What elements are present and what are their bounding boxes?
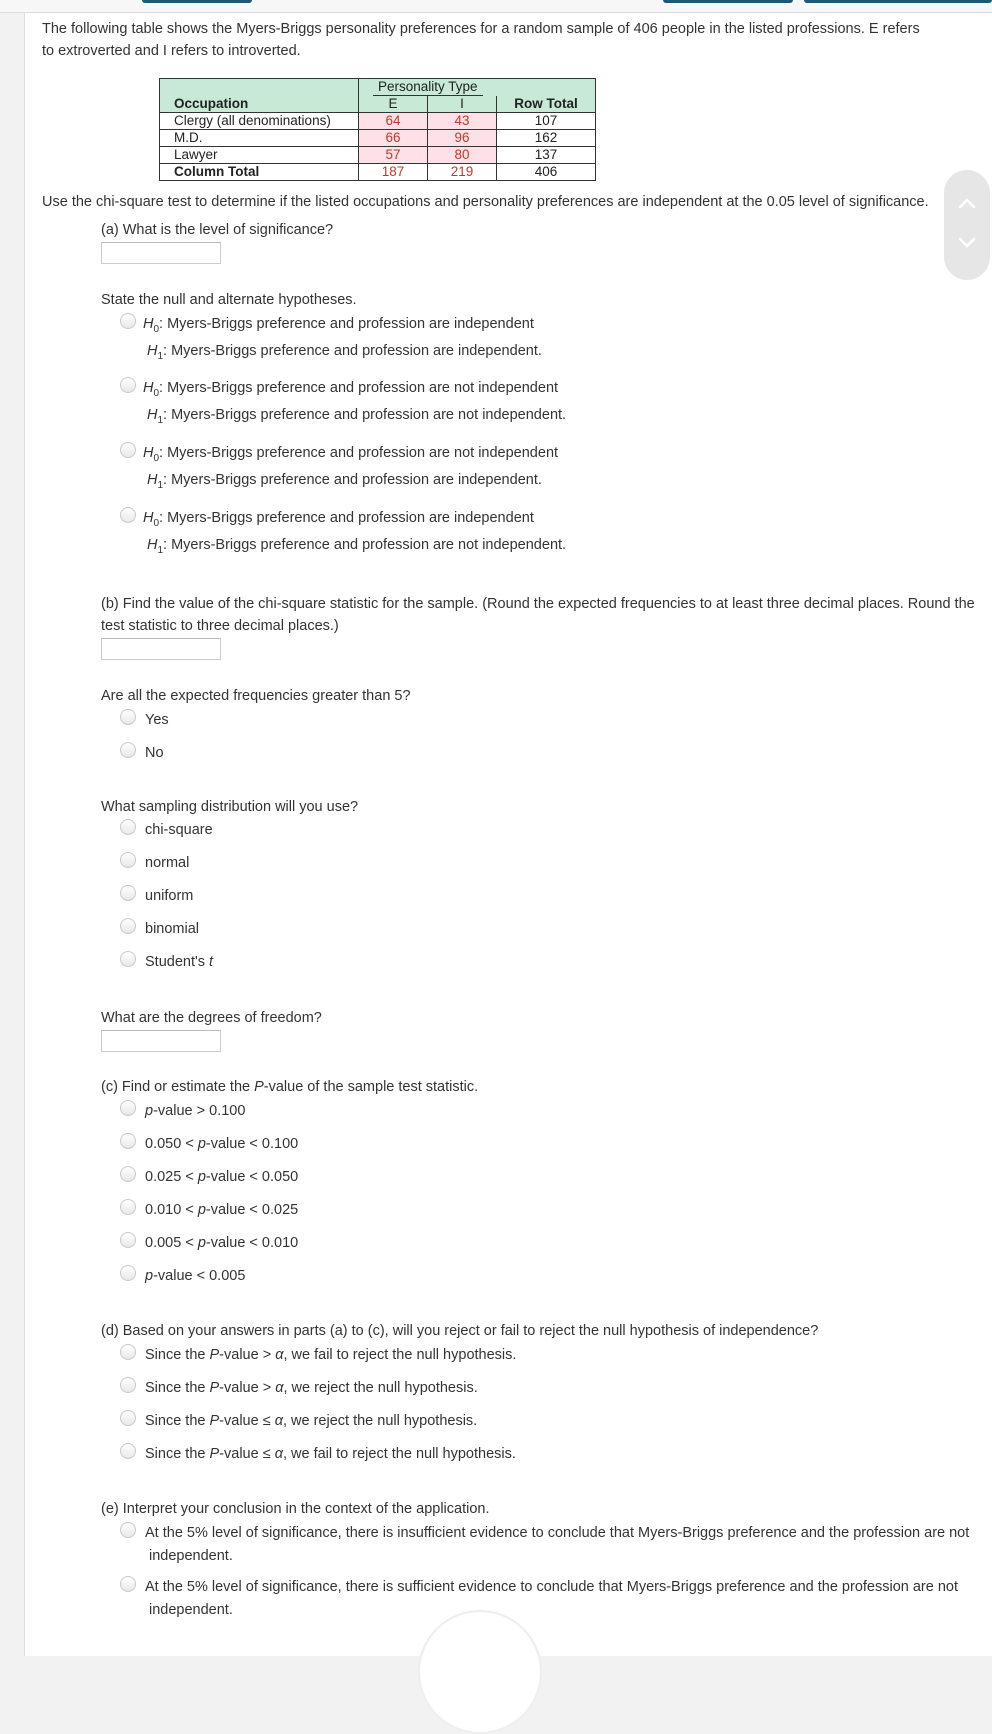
hypothesis-h1-1: $H_1$: Myers-Briggs preference and profession are independent.: [147, 343, 542, 362]
conclusion-option-2-line2: independent.: [149, 1602, 233, 1618]
part-b-question-line1: (b) Find the value of the chi-square statistic for the sample. (Round the expected frequencies to at least three decimal places. Round the: [101, 596, 975, 612]
header-row-total: Row Total: [497, 96, 596, 113]
decision-option: Since the P-value > α, we fail to reject the null hypothesis.: [145, 1347, 517, 1363]
p-value-option: 0.005 < p-value < 0.010: [145, 1235, 299, 1251]
hypothesis-radio-1[interactable]: [120, 313, 136, 329]
table-cell: 137: [497, 147, 596, 164]
p-value-radio-6[interactable]: [120, 1265, 136, 1281]
header-e: E: [359, 96, 428, 113]
p-value-option: 0.050 < p-value < 0.100: [145, 1136, 299, 1152]
expected-option-no: No: [145, 745, 164, 761]
hypothesis-radio-3[interactable]: [120, 442, 136, 458]
table-row: [160, 113, 596, 130]
p-value-option: p-value < 0.005: [145, 1268, 246, 1284]
p-value-radio-1[interactable]: [120, 1100, 136, 1116]
header-occupation: Occupation: [160, 96, 359, 113]
table-row: [160, 147, 596, 164]
table-cell: 96: [428, 130, 497, 147]
instruction-text: Use the chi-square test to determine if the listed occupations and personality preferences are independent at the 0.05 level of significance.: [42, 194, 929, 210]
conclusion-option-1-line2: independent.: [149, 1548, 233, 1564]
dof-prompt: What are the degrees of freedom?: [101, 1010, 322, 1026]
occupation-table: [159, 78, 596, 181]
hypothesis-h1-4: $H_1$: Myers-Briggs preference and profession are not independent.: [147, 537, 567, 556]
distribution-radio-student-t[interactable]: [120, 951, 136, 967]
distribution-option: chi-square: [145, 822, 213, 838]
hypothesis-h1-2: $H_1$: Myers-Briggs preference and profession are not independent.: [147, 407, 567, 426]
decision-radio-2[interactable]: [120, 1377, 136, 1393]
distribution-radio-uniform[interactable]: [120, 885, 136, 901]
decision-radio-1[interactable]: [120, 1344, 136, 1360]
decision-option: Since the P-value > α, we reject the null hypothesis.: [145, 1380, 478, 1396]
part-d-question: (d) Based on your answers in parts (a) to (c), will you reject or fail to reject the null hypothesis of independence?: [101, 1323, 819, 1339]
scroll-navigator: [944, 170, 990, 280]
table-group-header: Personality Type: [373, 79, 483, 96]
p-value-option: 0.025 < p-value < 0.050: [145, 1169, 299, 1185]
conclusion-radio-1[interactable]: [120, 1522, 136, 1538]
conclusion-option-1-line1: At the 5% level of significance, there is insufficient evidence to conclude that Myers-Briggs preference and the profession are not: [145, 1525, 970, 1541]
decision-radio-3[interactable]: [120, 1410, 136, 1426]
part-c-question: (c) Find or estimate the P-value of the sample test statistic.: [101, 1079, 479, 1095]
table-cell: 80: [428, 147, 497, 164]
part-a-question: (a) What is the level of significance?: [101, 222, 334, 238]
chi-square-input[interactable]: [101, 638, 221, 660]
distribution-radio-normal[interactable]: [120, 852, 136, 868]
distribution-option: uniform: [145, 888, 194, 904]
hypothesis-h1-3: $H_1$: Myers-Briggs preference and profession are independent.: [147, 472, 542, 491]
table-row: [160, 164, 596, 181]
table-cell: 162: [497, 130, 596, 147]
p-value-radio-4[interactable]: [120, 1199, 136, 1215]
hypothesis-radio-4[interactable]: [120, 507, 136, 523]
expected-radio-no[interactable]: [120, 742, 136, 758]
hypothesis-h0-2: $H_0$: Myers-Briggs preference and profession are not independent: [143, 380, 559, 399]
table-row: [160, 130, 596, 147]
table-cell: Clergy (all denominations): [160, 113, 359, 130]
distribution-option: normal: [145, 855, 190, 871]
distribution-option: binomial: [145, 921, 199, 937]
chevron-up-icon[interactable]: [957, 194, 977, 214]
conclusion-radio-2[interactable]: [120, 1576, 136, 1592]
table-cell: 43: [428, 113, 497, 130]
table-cell: Column Total: [160, 164, 359, 181]
table-cell: Lawyer: [160, 147, 359, 164]
part-e-question: (e) Interpret your conclusion in the context of the application.: [101, 1501, 490, 1517]
top-bar: [0, 0, 992, 13]
table-cell: 406: [497, 164, 596, 181]
expected-option-yes: Yes: [145, 712, 169, 728]
question-panel: [24, 13, 992, 1656]
top-tab-button[interactable]: [663, 0, 793, 3]
p-value-radio-3[interactable]: [120, 1166, 136, 1182]
degrees-of-freedom-input[interactable]: [101, 1030, 221, 1052]
table-cell: 107: [497, 113, 596, 130]
p-value-option: 0.010 < p-value < 0.025: [145, 1202, 299, 1218]
distribution-radio-binomial[interactable]: [120, 918, 136, 934]
decision-radio-4[interactable]: [120, 1443, 136, 1459]
decision-option: Since the P-value ≤ α, we fail to reject the null hypothesis.: [145, 1446, 516, 1462]
hypothesis-h0-1: $H_0$: Myers-Briggs preference and profession are independent: [143, 316, 534, 335]
hypothesis-radio-2[interactable]: [120, 377, 136, 393]
p-value-radio-2[interactable]: [120, 1133, 136, 1149]
chevron-down-icon[interactable]: [957, 232, 977, 252]
significance-input[interactable]: [101, 242, 221, 264]
table-cell: 219: [428, 164, 497, 181]
hypothesis-h0-3: $H_0$: Myers-Briggs preference and profession are not independent: [143, 445, 559, 464]
intro-text: The following table shows the Myers-Briggs personality preferences for a random sample of 406 people in the listed professions. E refers to extroverted and I refers to introverted.: [42, 21, 920, 59]
table-cell: 187: [359, 164, 428, 181]
table-cell: 57: [359, 147, 428, 164]
decision-option: Since the P-value ≤ α, we reject the null hypothesis.: [145, 1413, 478, 1429]
p-value-option: p-value > 0.100: [145, 1103, 246, 1119]
table-cell: M.D.: [160, 130, 359, 147]
distribution-prompt: What sampling distribution will you use?: [101, 799, 359, 815]
p-value-radio-5[interactable]: [120, 1232, 136, 1248]
hypothesis-h0-4: $H_0$: Myers-Briggs preference and profession are independent: [143, 510, 534, 529]
table-cell: 64: [359, 113, 428, 130]
distribution-option: Student's t: [145, 954, 214, 970]
expected-radio-yes[interactable]: [120, 709, 136, 725]
top-tab-button[interactable]: [142, 0, 252, 3]
part-b-question-line2: test statistic to three decimal places.): [101, 618, 339, 634]
conclusion-option-2-line1: At the 5% level of significance, there is sufficient evidence to conclude that Myers-Briggs preference and the profession are not: [145, 1579, 958, 1595]
table-cell: 66: [359, 130, 428, 147]
floating-action-button[interactable]: [418, 1610, 542, 1734]
header-i: I: [428, 96, 497, 113]
distribution-radio-chi-square[interactable]: [120, 819, 136, 835]
expected-prompt: Are all the expected frequencies greater than 5?: [101, 688, 411, 704]
top-tab-button[interactable]: [804, 0, 992, 3]
hypotheses-prompt: State the null and alternate hypotheses.: [101, 292, 357, 308]
